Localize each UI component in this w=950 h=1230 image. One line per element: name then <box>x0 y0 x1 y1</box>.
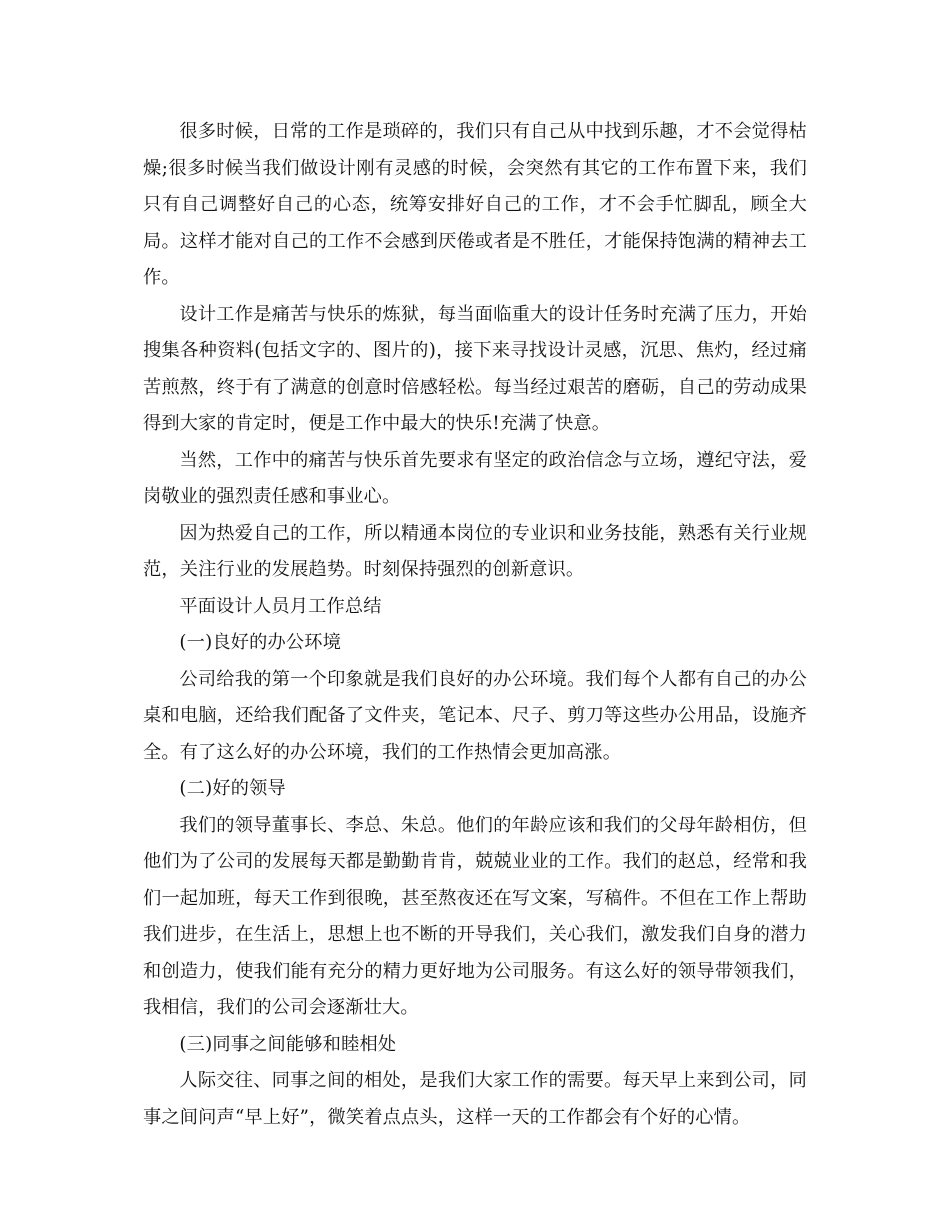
paragraph-good-leaders: 我们的领导董事长、李总、朱总。他们的年龄应该和我们的父母年龄相仿，但他们为了公司的发展每天都是勤勤肯肯，兢兢业业的工作。我们的赵总，经常和我们一起加班，每天工作到很晚，甚至熬夜还在写文案，写稿件。不但在工作上帮助我们进步，在生活上，思想上也不断的开导我们，关心我们，激发我们自身的潜力和创造力，使我们能有充分的精力更好地为公司服务。有这么好的领导带领我们，我相信，我们的公司会逐渐壮大。 <box>143 814 807 1018</box>
section-title: 平面设计人员月工作总结 <box>179 595 382 617</box>
paragraph-professional-skill: 因为热爱自己的工作，所以精通本岗位的专业识和业务技能，熟悉有关行业规范，关注行业的发展趋势。时刻保持强烈的创新意识。 <box>143 522 807 580</box>
paragraph-political-belief: 当然，工作中的痛苦与快乐首先要求有坚定的政治信念与立场，遵纪守法，爱岗敬业的强烈责任感和事业心。 <box>143 449 807 507</box>
paragraph-colleagues: 人际交往、同事之间的相处，是我们大家工作的需要。每天早上来到公司，同事之间问声“早上好”，微笑着点点头，这样一天的工作都会有个好的心情。 <box>143 1070 807 1128</box>
paragraph-office-environment: 公司给我的第一个印象就是我们良好的办公环境。我们每个人都有自己的办公桌和电脑，还给我们配备了文件夹，笔记本、尺子、剪刀等这些办公用品，设施齐全。有了这么好的办公环境，我们的工作热情会更加高涨。 <box>143 668 807 763</box>
heading-office-environment: (一)良好的办公环境 <box>179 632 342 653</box>
heading-good-leaders: (二)好的领导 <box>179 778 286 799</box>
paragraph-pain-and-joy: 设计工作是痛苦与快乐的炼狱，每当面临重大的设计任务时充满了压力，开始搜集各种资料(包括文字的、图片的)，接下来寻找设计灵感，沉思、焦灼，经过痛苦煎熬，终于有了满意的创意时倍感轻松。每当经过艰苦的磨砺，自己的劳动成果得到大家的肯定时，便是工作中最大的快乐!充满了快意。 <box>143 303 807 434</box>
paragraph-intro: 很多时候，日常的工作是琐碎的，我们只有自己从中找到乐趣，才不会觉得枯燥;很多时候当我们做设计刚有灵感的时候，会突然有其它的工作布置下来，我们只有自己调整好自己的心态，统筹安排好自己的工作，才不会手忙脚乱，顾全大局。这样才能对自己的工作不会感到厌倦或者是不胜任，才能保持饱满的精神去工作。 <box>143 121 807 288</box>
document-page <box>143 114 807 1136</box>
heading-colleagues: (三)同事之间能够和睦相处 <box>179 1033 397 1055</box>
